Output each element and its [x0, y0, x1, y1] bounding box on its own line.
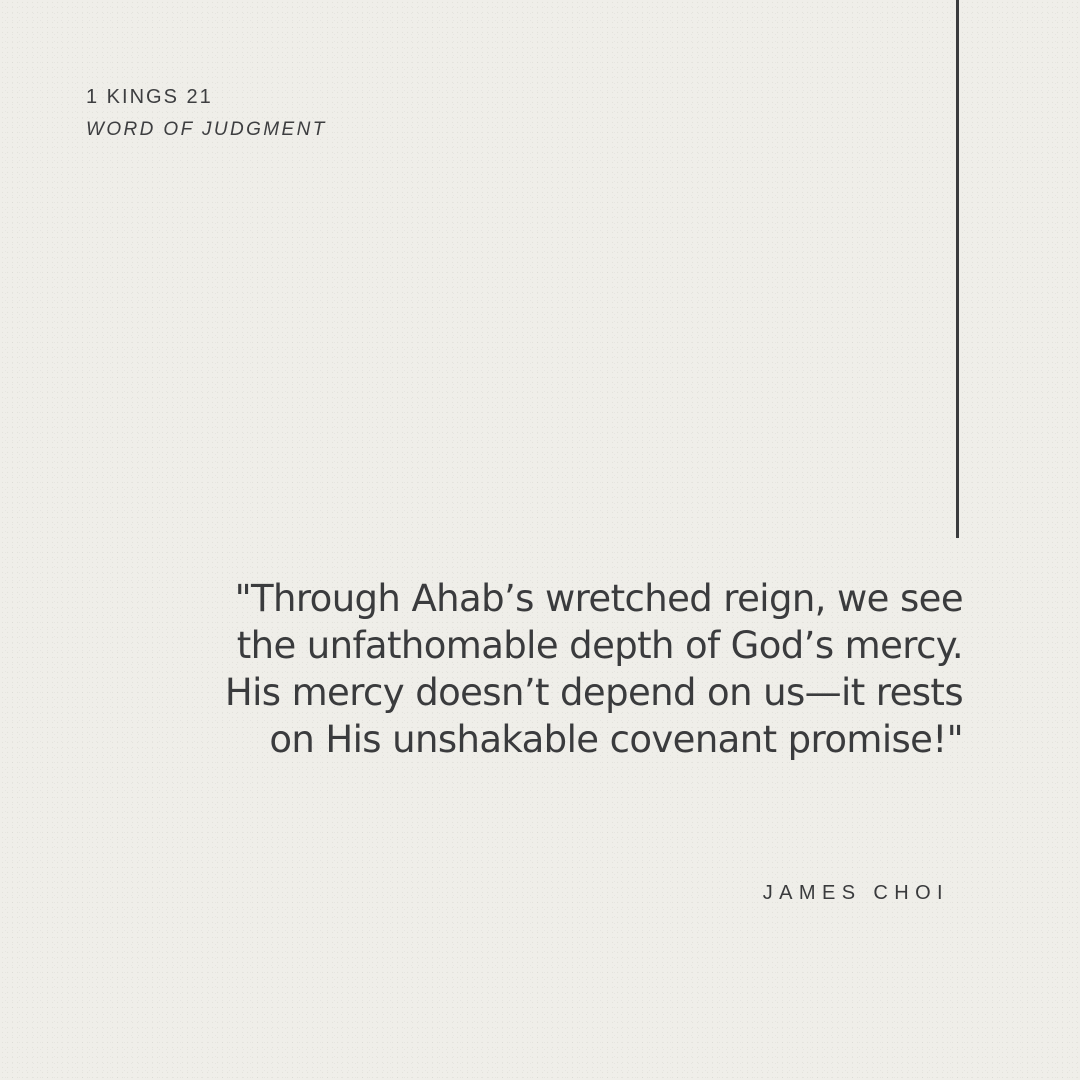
quote-line: His mercy doesn’t depend on us—it rests [224, 671, 963, 714]
sermon-subtitle: WORD OF JUDGMENT [86, 119, 327, 140]
author-name: JAMES CHOI [762, 882, 949, 904]
quote-line: "Through Ahab’s wretched reign, we see [234, 577, 963, 620]
quote-line: the unfathomable depth of God’s mercy. [236, 624, 963, 667]
header [86, 84, 327, 143]
scripture-reference: 1 KINGS 21 [86, 86, 213, 108]
quote-line: on His unshakable covenant promise!" [269, 718, 963, 761]
vertical-divider [956, 0, 959, 538]
quote-text [143, 575, 963, 763]
